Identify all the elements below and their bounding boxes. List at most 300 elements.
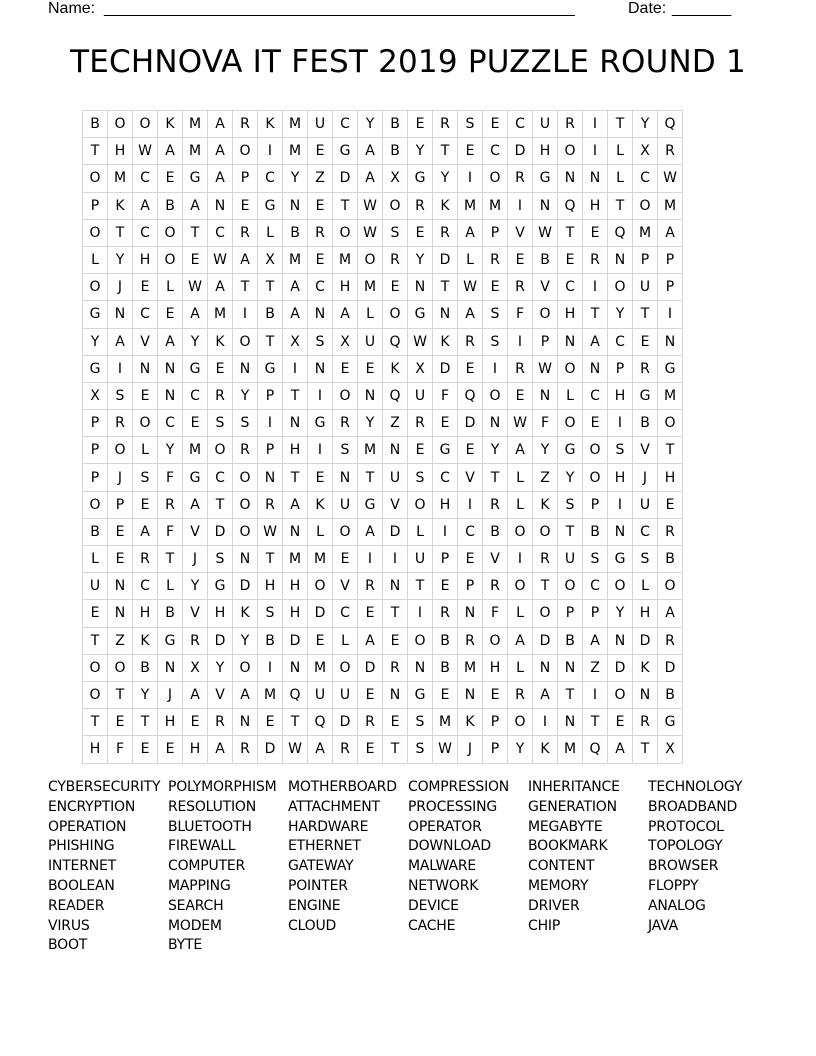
- grid-cell[interactable]: L: [508, 600, 533, 627]
- grid-cell[interactable]: S: [408, 464, 433, 491]
- grid-cell[interactable]: Z: [533, 464, 558, 491]
- grid-cell[interactable]: V: [458, 464, 483, 491]
- grid-cell[interactable]: T: [83, 709, 108, 736]
- grid-cell[interactable]: O: [558, 410, 583, 437]
- grid-cell[interactable]: T: [108, 219, 133, 246]
- grid-cell[interactable]: H: [533, 138, 558, 165]
- grid-cell[interactable]: A: [358, 627, 383, 654]
- grid-cell[interactable]: R: [483, 573, 508, 600]
- grid-cell[interactable]: B: [658, 546, 683, 573]
- grid-cell[interactable]: O: [158, 246, 183, 273]
- grid-cell[interactable]: E: [433, 573, 458, 600]
- grid-cell[interactable]: F: [158, 464, 183, 491]
- grid-cell[interactable]: N: [408, 274, 433, 301]
- grid-cell[interactable]: P: [233, 165, 258, 192]
- grid-cell[interactable]: E: [183, 410, 208, 437]
- grid-cell[interactable]: L: [408, 518, 433, 545]
- grid-cell[interactable]: N: [558, 165, 583, 192]
- grid-cell[interactable]: A: [208, 274, 233, 301]
- grid-cell[interactable]: B: [83, 518, 108, 545]
- grid-cell[interactable]: W: [458, 274, 483, 301]
- grid-cell[interactable]: V: [333, 573, 358, 600]
- grid-cell[interactable]: F: [533, 410, 558, 437]
- grid-cell[interactable]: Y: [208, 654, 233, 681]
- grid-cell[interactable]: A: [133, 192, 158, 219]
- grid-cell[interactable]: M: [183, 437, 208, 464]
- grid-cell[interactable]: A: [183, 301, 208, 328]
- grid-cell[interactable]: M: [633, 219, 658, 246]
- grid-cell[interactable]: N: [608, 518, 633, 545]
- grid-cell[interactable]: Y: [83, 328, 108, 355]
- grid-cell[interactable]: L: [508, 491, 533, 518]
- grid-cell[interactable]: R: [458, 328, 483, 355]
- grid-cell[interactable]: Y: [533, 437, 558, 464]
- grid-cell[interactable]: O: [108, 654, 133, 681]
- grid-cell[interactable]: N: [333, 464, 358, 491]
- grid-cell[interactable]: A: [583, 328, 608, 355]
- grid-cell[interactable]: B: [133, 654, 158, 681]
- grid-cell[interactable]: H: [608, 464, 633, 491]
- grid-cell[interactable]: E: [558, 246, 583, 273]
- grid-cell[interactable]: H: [483, 654, 508, 681]
- grid-cell[interactable]: T: [483, 464, 508, 491]
- grid-cell[interactable]: P: [83, 410, 108, 437]
- grid-cell[interactable]: G: [83, 301, 108, 328]
- grid-cell[interactable]: S: [208, 546, 233, 573]
- grid-cell[interactable]: T: [408, 573, 433, 600]
- grid-cell[interactable]: H: [133, 246, 158, 273]
- grid-cell[interactable]: Z: [583, 654, 608, 681]
- grid-cell[interactable]: M: [283, 138, 308, 165]
- grid-cell[interactable]: E: [483, 111, 508, 138]
- grid-cell[interactable]: C: [333, 111, 358, 138]
- grid-cell[interactable]: I: [283, 355, 308, 382]
- grid-cell[interactable]: U: [83, 573, 108, 600]
- grid-cell[interactable]: Y: [483, 437, 508, 464]
- grid-cell[interactable]: E: [108, 546, 133, 573]
- grid-cell[interactable]: O: [608, 681, 633, 708]
- grid-cell[interactable]: F: [508, 301, 533, 328]
- grid-cell[interactable]: A: [333, 301, 358, 328]
- grid-cell[interactable]: S: [383, 219, 408, 246]
- grid-cell[interactable]: R: [333, 410, 358, 437]
- grid-cell[interactable]: O: [583, 437, 608, 464]
- grid-cell[interactable]: Q: [658, 111, 683, 138]
- grid-cell[interactable]: E: [83, 600, 108, 627]
- grid-cell[interactable]: R: [633, 709, 658, 736]
- grid-cell[interactable]: R: [433, 111, 458, 138]
- grid-cell[interactable]: R: [483, 246, 508, 273]
- grid-cell[interactable]: D: [333, 709, 358, 736]
- grid-cell[interactable]: V: [483, 546, 508, 573]
- grid-cell[interactable]: G: [208, 573, 233, 600]
- grid-cell[interactable]: M: [458, 192, 483, 219]
- grid-cell[interactable]: H: [608, 382, 633, 409]
- grid-cell[interactable]: R: [208, 382, 233, 409]
- grid-cell[interactable]: R: [658, 518, 683, 545]
- grid-cell[interactable]: V: [183, 600, 208, 627]
- grid-cell[interactable]: Y: [558, 464, 583, 491]
- grid-cell[interactable]: G: [83, 355, 108, 382]
- grid-cell[interactable]: I: [508, 192, 533, 219]
- grid-cell[interactable]: Q: [383, 328, 408, 355]
- grid-cell[interactable]: T: [558, 219, 583, 246]
- grid-cell[interactable]: C: [133, 219, 158, 246]
- grid-cell[interactable]: G: [183, 464, 208, 491]
- grid-cell[interactable]: B: [633, 410, 658, 437]
- grid-cell[interactable]: S: [208, 410, 233, 437]
- grid-cell[interactable]: E: [158, 736, 183, 763]
- grid-cell[interactable]: F: [433, 382, 458, 409]
- grid-cell[interactable]: O: [233, 518, 258, 545]
- grid-cell[interactable]: W: [433, 736, 458, 763]
- grid-cell[interactable]: N: [583, 355, 608, 382]
- grid-cell[interactable]: R: [458, 627, 483, 654]
- grid-cell[interactable]: E: [108, 709, 133, 736]
- grid-cell[interactable]: N: [208, 192, 233, 219]
- grid-cell[interactable]: Q: [458, 382, 483, 409]
- grid-cell[interactable]: I: [308, 382, 333, 409]
- grid-cell[interactable]: I: [433, 518, 458, 545]
- grid-cell[interactable]: E: [133, 736, 158, 763]
- grid-cell[interactable]: L: [633, 573, 658, 600]
- grid-cell[interactable]: A: [233, 681, 258, 708]
- grid-cell[interactable]: N: [108, 301, 133, 328]
- grid-cell[interactable]: M: [433, 709, 458, 736]
- grid-cell[interactable]: J: [633, 464, 658, 491]
- grid-cell[interactable]: N: [158, 654, 183, 681]
- grid-cell[interactable]: Y: [608, 600, 633, 627]
- grid-cell[interactable]: E: [508, 246, 533, 273]
- grid-cell[interactable]: D: [658, 654, 683, 681]
- grid-cell[interactable]: L: [608, 165, 633, 192]
- grid-cell[interactable]: P: [608, 355, 633, 382]
- grid-cell[interactable]: Y: [433, 165, 458, 192]
- grid-cell[interactable]: E: [408, 219, 433, 246]
- grid-cell[interactable]: E: [358, 355, 383, 382]
- grid-cell[interactable]: X: [333, 328, 358, 355]
- grid-cell[interactable]: H: [83, 736, 108, 763]
- grid-cell[interactable]: P: [483, 709, 508, 736]
- grid-cell[interactable]: N: [558, 654, 583, 681]
- grid-cell[interactable]: R: [308, 219, 333, 246]
- grid-cell[interactable]: P: [658, 274, 683, 301]
- grid-cell[interactable]: L: [133, 437, 158, 464]
- grid-cell[interactable]: M: [283, 546, 308, 573]
- grid-cell[interactable]: E: [583, 410, 608, 437]
- grid-cell[interactable]: B: [283, 219, 308, 246]
- grid-cell[interactable]: K: [433, 328, 458, 355]
- grid-cell[interactable]: N: [533, 192, 558, 219]
- grid-cell[interactable]: D: [383, 518, 408, 545]
- grid-cell[interactable]: S: [558, 491, 583, 518]
- grid-cell[interactable]: I: [583, 138, 608, 165]
- grid-cell[interactable]: E: [308, 246, 333, 273]
- grid-cell[interactable]: N: [283, 518, 308, 545]
- grid-cell[interactable]: D: [258, 736, 283, 763]
- grid-cell[interactable]: N: [283, 410, 308, 437]
- grid-cell[interactable]: V: [508, 219, 533, 246]
- grid-cell[interactable]: Y: [183, 573, 208, 600]
- grid-cell[interactable]: S: [258, 600, 283, 627]
- grid-cell[interactable]: T: [283, 382, 308, 409]
- grid-cell[interactable]: A: [208, 111, 233, 138]
- grid-cell[interactable]: O: [633, 192, 658, 219]
- grid-cell[interactable]: B: [158, 600, 183, 627]
- grid-cell[interactable]: R: [383, 246, 408, 273]
- grid-cell[interactable]: E: [608, 709, 633, 736]
- grid-cell[interactable]: N: [633, 681, 658, 708]
- grid-cell[interactable]: T: [383, 600, 408, 627]
- grid-cell[interactable]: N: [658, 328, 683, 355]
- grid-cell[interactable]: L: [83, 246, 108, 273]
- grid-cell[interactable]: L: [458, 246, 483, 273]
- grid-cell[interactable]: S: [483, 328, 508, 355]
- grid-cell[interactable]: H: [258, 573, 283, 600]
- grid-cell[interactable]: Y: [508, 736, 533, 763]
- grid-cell[interactable]: A: [158, 328, 183, 355]
- grid-cell[interactable]: W: [358, 219, 383, 246]
- grid-cell[interactable]: E: [483, 681, 508, 708]
- grid-cell[interactable]: O: [208, 437, 233, 464]
- grid-cell[interactable]: G: [408, 301, 433, 328]
- grid-cell[interactable]: K: [158, 111, 183, 138]
- grid-cell[interactable]: N: [533, 654, 558, 681]
- grid-cell[interactable]: N: [383, 681, 408, 708]
- grid-cell[interactable]: C: [258, 165, 283, 192]
- grid-cell[interactable]: E: [183, 709, 208, 736]
- grid-cell[interactable]: D: [508, 138, 533, 165]
- grid-cell[interactable]: B: [383, 111, 408, 138]
- grid-cell[interactable]: N: [483, 410, 508, 437]
- grid-cell[interactable]: T: [558, 681, 583, 708]
- grid-cell[interactable]: O: [308, 573, 333, 600]
- grid-cell[interactable]: O: [83, 681, 108, 708]
- grid-cell[interactable]: L: [558, 382, 583, 409]
- grid-cell[interactable]: U: [333, 491, 358, 518]
- grid-cell[interactable]: T: [133, 709, 158, 736]
- grid-cell[interactable]: A: [458, 219, 483, 246]
- grid-cell[interactable]: E: [383, 709, 408, 736]
- grid-cell[interactable]: C: [208, 464, 233, 491]
- grid-cell[interactable]: J: [183, 546, 208, 573]
- grid-cell[interactable]: C: [508, 111, 533, 138]
- grid-cell[interactable]: T: [583, 301, 608, 328]
- grid-cell[interactable]: Z: [308, 165, 333, 192]
- grid-cell[interactable]: E: [308, 627, 333, 654]
- grid-cell[interactable]: W: [258, 518, 283, 545]
- grid-cell[interactable]: K: [308, 491, 333, 518]
- grid-cell[interactable]: I: [108, 355, 133, 382]
- grid-cell[interactable]: T: [608, 192, 633, 219]
- grid-cell[interactable]: A: [658, 600, 683, 627]
- grid-cell[interactable]: I: [583, 111, 608, 138]
- grid-cell[interactable]: A: [208, 165, 233, 192]
- grid-cell[interactable]: Q: [583, 736, 608, 763]
- grid-cell[interactable]: E: [333, 546, 358, 573]
- grid-cell[interactable]: D: [458, 410, 483, 437]
- grid-cell[interactable]: O: [508, 573, 533, 600]
- grid-cell[interactable]: K: [533, 736, 558, 763]
- grid-cell[interactable]: O: [583, 464, 608, 491]
- grid-cell[interactable]: J: [458, 736, 483, 763]
- grid-cell[interactable]: O: [133, 410, 158, 437]
- grid-cell[interactable]: E: [408, 437, 433, 464]
- grid-cell[interactable]: U: [633, 274, 658, 301]
- grid-cell[interactable]: B: [533, 246, 558, 273]
- grid-cell[interactable]: A: [283, 491, 308, 518]
- grid-cell[interactable]: M: [358, 274, 383, 301]
- grid-cell[interactable]: U: [558, 546, 583, 573]
- grid-cell[interactable]: O: [533, 518, 558, 545]
- grid-cell[interactable]: A: [158, 138, 183, 165]
- grid-cell[interactable]: T: [558, 518, 583, 545]
- grid-cell[interactable]: H: [433, 491, 458, 518]
- grid-cell[interactable]: K: [258, 111, 283, 138]
- grid-cell[interactable]: Y: [408, 138, 433, 165]
- grid-cell[interactable]: Y: [358, 111, 383, 138]
- grid-cell[interactable]: W: [408, 328, 433, 355]
- grid-cell[interactable]: P: [433, 546, 458, 573]
- grid-cell[interactable]: L: [508, 654, 533, 681]
- grid-cell[interactable]: R: [258, 491, 283, 518]
- grid-cell[interactable]: O: [83, 219, 108, 246]
- grid-cell[interactable]: H: [283, 600, 308, 627]
- grid-cell[interactable]: B: [433, 627, 458, 654]
- grid-cell[interactable]: E: [158, 301, 183, 328]
- grid-cell[interactable]: M: [558, 736, 583, 763]
- grid-cell[interactable]: Y: [158, 437, 183, 464]
- grid-cell[interactable]: O: [483, 382, 508, 409]
- grid-cell[interactable]: L: [508, 464, 533, 491]
- grid-cell[interactable]: X: [283, 328, 308, 355]
- grid-cell[interactable]: R: [408, 410, 433, 437]
- grid-cell[interactable]: W: [283, 736, 308, 763]
- grid-cell[interactable]: N: [358, 382, 383, 409]
- grid-cell[interactable]: I: [258, 138, 283, 165]
- grid-cell[interactable]: S: [583, 546, 608, 573]
- grid-cell[interactable]: I: [458, 165, 483, 192]
- grid-cell[interactable]: N: [458, 600, 483, 627]
- grid-cell[interactable]: L: [358, 301, 383, 328]
- grid-cell[interactable]: N: [308, 355, 333, 382]
- grid-cell[interactable]: E: [458, 138, 483, 165]
- grid-cell[interactable]: I: [608, 410, 633, 437]
- grid-cell[interactable]: G: [408, 165, 433, 192]
- grid-cell[interactable]: Q: [608, 219, 633, 246]
- grid-cell[interactable]: N: [558, 709, 583, 736]
- grid-cell[interactable]: T: [383, 736, 408, 763]
- grid-cell[interactable]: G: [158, 627, 183, 654]
- grid-cell[interactable]: P: [83, 192, 108, 219]
- grid-cell[interactable]: L: [158, 573, 183, 600]
- grid-cell[interactable]: B: [258, 301, 283, 328]
- grid-cell[interactable]: Y: [408, 246, 433, 273]
- grid-cell[interactable]: A: [183, 681, 208, 708]
- grid-cell[interactable]: M: [258, 681, 283, 708]
- grid-cell[interactable]: J: [108, 464, 133, 491]
- grid-cell[interactable]: G: [258, 192, 283, 219]
- grid-cell[interactable]: I: [508, 328, 533, 355]
- grid-cell[interactable]: W: [358, 192, 383, 219]
- grid-cell[interactable]: S: [633, 546, 658, 573]
- grid-cell[interactable]: R: [433, 600, 458, 627]
- grid-cell[interactable]: M: [183, 138, 208, 165]
- grid-cell[interactable]: R: [658, 138, 683, 165]
- grid-cell[interactable]: M: [183, 111, 208, 138]
- grid-cell[interactable]: E: [358, 736, 383, 763]
- grid-cell[interactable]: T: [633, 301, 658, 328]
- grid-cell[interactable]: U: [333, 681, 358, 708]
- grid-cell[interactable]: A: [458, 301, 483, 328]
- grid-cell[interactable]: R: [658, 627, 683, 654]
- grid-cell[interactable]: V: [633, 437, 658, 464]
- grid-cell[interactable]: N: [383, 573, 408, 600]
- grid-cell[interactable]: U: [308, 681, 333, 708]
- grid-cell[interactable]: G: [658, 355, 683, 382]
- grid-cell[interactable]: I: [608, 491, 633, 518]
- grid-cell[interactable]: W: [533, 219, 558, 246]
- grid-cell[interactable]: B: [258, 627, 283, 654]
- grid-cell[interactable]: N: [383, 437, 408, 464]
- grid-cell[interactable]: O: [233, 138, 258, 165]
- grid-cell[interactable]: N: [108, 600, 133, 627]
- grid-cell[interactable]: O: [333, 518, 358, 545]
- grid-cell[interactable]: P: [258, 382, 283, 409]
- grid-cell[interactable]: O: [408, 627, 433, 654]
- grid-cell[interactable]: B: [433, 654, 458, 681]
- grid-cell[interactable]: K: [433, 192, 458, 219]
- grid-cell[interactable]: R: [133, 546, 158, 573]
- grid-cell[interactable]: I: [258, 654, 283, 681]
- grid-cell[interactable]: E: [208, 355, 233, 382]
- grid-cell[interactable]: E: [308, 192, 333, 219]
- grid-cell[interactable]: N: [258, 464, 283, 491]
- grid-cell[interactable]: E: [583, 219, 608, 246]
- grid-cell[interactable]: D: [208, 518, 233, 545]
- grid-cell[interactable]: O: [83, 274, 108, 301]
- grid-cell[interactable]: R: [233, 219, 258, 246]
- grid-cell[interactable]: N: [283, 192, 308, 219]
- grid-cell[interactable]: H: [283, 573, 308, 600]
- grid-cell[interactable]: A: [358, 518, 383, 545]
- grid-cell[interactable]: N: [608, 627, 633, 654]
- grid-cell[interactable]: R: [508, 681, 533, 708]
- grid-cell[interactable]: U: [383, 464, 408, 491]
- grid-cell[interactable]: W: [658, 165, 683, 192]
- grid-cell[interactable]: E: [133, 491, 158, 518]
- grid-cell[interactable]: N: [458, 681, 483, 708]
- grid-cell[interactable]: P: [83, 437, 108, 464]
- grid-cell[interactable]: M: [658, 192, 683, 219]
- grid-cell[interactable]: U: [633, 491, 658, 518]
- grid-cell[interactable]: C: [483, 138, 508, 165]
- grid-cell[interactable]: O: [658, 410, 683, 437]
- grid-cell[interactable]: R: [208, 709, 233, 736]
- grid-cell[interactable]: T: [583, 709, 608, 736]
- grid-cell[interactable]: M: [283, 246, 308, 273]
- grid-cell[interactable]: F: [158, 518, 183, 545]
- grid-cell[interactable]: M: [308, 654, 333, 681]
- grid-cell[interactable]: I: [508, 546, 533, 573]
- grid-cell[interactable]: G: [608, 546, 633, 573]
- grid-cell[interactable]: S: [483, 301, 508, 328]
- grid-cell[interactable]: J: [158, 681, 183, 708]
- grid-cell[interactable]: R: [508, 165, 533, 192]
- grid-cell[interactable]: R: [508, 355, 533, 382]
- grid-cell[interactable]: L: [258, 219, 283, 246]
- grid-cell[interactable]: R: [183, 627, 208, 654]
